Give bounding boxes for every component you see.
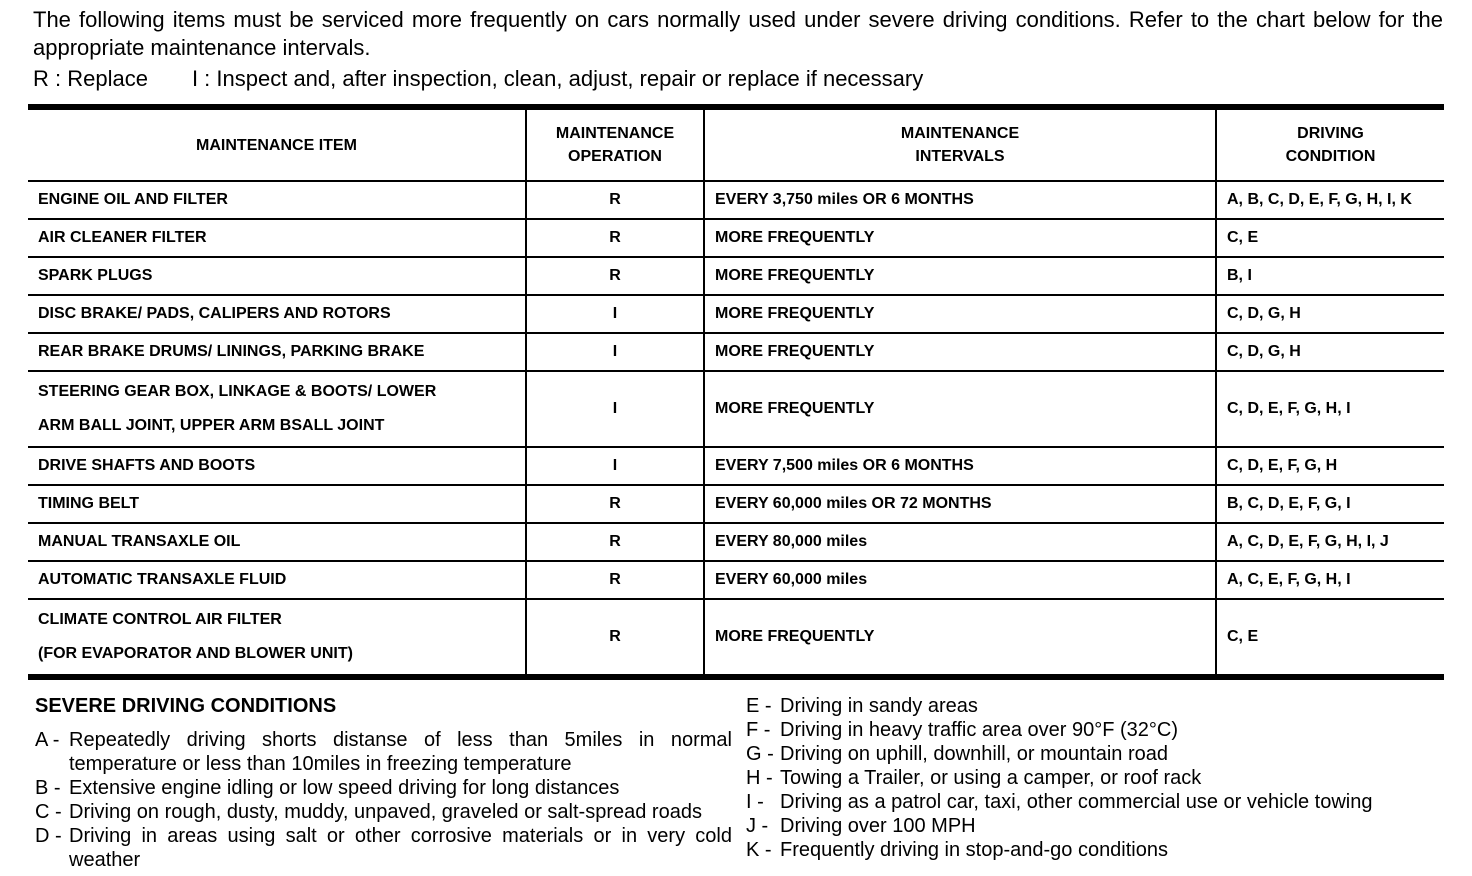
legend-replace: R : Replace	[33, 66, 148, 91]
cell-item: AUTOMATIC TRANSAXLE FLUID	[28, 561, 526, 599]
severe-conditions-right	[746, 694, 1446, 862]
cell-condition: C, E	[1216, 599, 1444, 677]
cell-operation: R	[526, 599, 704, 677]
cell-condition: A, C, D, E, F, G, H, I, J	[1216, 523, 1444, 561]
condition-item: J - Driving over 100 MPH	[746, 815, 976, 837]
table-row	[28, 485, 1444, 523]
cell-interval: MORE FREQUENTLY	[704, 295, 1216, 333]
cell-condition: B, C, D, E, F, G, I	[1216, 485, 1444, 523]
condition-item: H - Towing a Trailer, or using a camper, or roof rack	[746, 767, 1202, 789]
cell-condition: C, D, E, F, G, H	[1216, 447, 1444, 485]
cell-operation: I	[526, 295, 704, 333]
cell-item: REAR BRAKE DRUMS/ LININGS, PARKING BRAKE	[28, 333, 526, 371]
cell-condition: C, D, E, F, G, H, I	[1216, 371, 1444, 447]
cell-interval: MORE FREQUENTLY	[704, 371, 1216, 447]
cell-condition: B, I	[1216, 257, 1444, 295]
cell-operation: I	[526, 333, 704, 371]
table-header-row	[28, 107, 1444, 181]
condition-item: D - Driving in areas using salt or other corrosive materials or in very cold weather	[35, 825, 732, 871]
cell-condition: C, D, G, H	[1216, 333, 1444, 371]
cell-interval: EVERY 7,500 miles OR 6 MONTHS	[704, 447, 1216, 485]
intro-paragraph: The following items must be serviced more frequently on cars normally used under severe driving conditions. Refer to the chart below for the appropriate maintenance intervals.	[33, 7, 1443, 60]
cell-operation: I	[526, 447, 704, 485]
severe-conditions-left	[35, 694, 732, 872]
condition-item: K - Frequently driving in stop-and-go conditions	[746, 839, 1168, 861]
cell-interval: MORE FREQUENTLY	[704, 219, 1216, 257]
condition-item: B - Extensive engine idling or low speed driving for long distances	[35, 777, 620, 799]
cell-item: DISC BRAKE/ PADS, CALIPERS AND ROTORS	[28, 295, 526, 333]
cell-interval: EVERY 3,750 miles OR 6 MONTHS	[704, 181, 1216, 219]
condition-item: E - Driving in sandy areas	[746, 695, 978, 717]
header-maintenance-item: MAINTENANCE ITEM	[196, 136, 357, 154]
legend-line	[33, 65, 1443, 93]
condition-item: F - Driving in heavy traffic area over 90°F (32°C)	[746, 719, 1179, 741]
table-row	[28, 295, 1444, 333]
cell-condition: C, D, G, H	[1216, 295, 1444, 333]
cell-operation: R	[526, 219, 704, 257]
cell-item: TIMING BELT	[28, 485, 526, 523]
condition-item: I - Driving as a patrol car, taxi, other commercial use or vehicle towing	[746, 791, 1373, 813]
cell-interval: EVERY 60,000 miles	[704, 561, 1216, 599]
cell-interval: EVERY 60,000 miles OR 72 MONTHS	[704, 485, 1216, 523]
condition-item: A - Repeatedly driving shorts distanse of less than 5miles in normal temperature or less than 10miles in freezing temperature	[35, 729, 732, 775]
table-row	[28, 219, 1444, 257]
cell-item: DRIVE SHAFTS AND BOOTS	[28, 447, 526, 485]
cell-interval: EVERY 80,000 miles	[704, 523, 1216, 561]
cell-operation: R	[526, 485, 704, 523]
table-row	[28, 257, 1444, 295]
cell-item: ENGINE OIL AND FILTER	[28, 181, 526, 219]
cell-operation: R	[526, 181, 704, 219]
cell-condition: A, C, E, F, G, H, I	[1216, 561, 1444, 599]
cell-item: CLIMATE CONTROL AIR FILTER (FOR EVAPORATOR AND BLOWER UNIT)	[28, 599, 526, 677]
cell-interval: MORE FREQUENTLY	[704, 257, 1216, 295]
cell-item: STEERING GEAR BOX, LINKAGE & BOOTS/ LOWER ARM BALL JOINT, UPPER ARM BSALL JOINT	[28, 371, 526, 447]
intro-block	[33, 6, 1443, 93]
cell-operation: R	[526, 561, 704, 599]
cell-operation: R	[526, 257, 704, 295]
cell-condition: C, E	[1216, 219, 1444, 257]
header-maintenance-intervals: MAINTENANCE INTERVALS	[704, 107, 1216, 181]
table-row	[28, 523, 1444, 561]
table-row	[28, 333, 1444, 371]
legend-inspect: I : Inspect and, after inspection, clean, adjust, repair or replace if necessary	[191, 66, 924, 91]
cell-item: SPARK PLUGS	[28, 257, 526, 295]
cell-item: AIR CLEANER FILTER	[28, 219, 526, 257]
table-row	[28, 447, 1444, 485]
cell-operation: I	[526, 371, 704, 447]
cell-operation: R	[526, 523, 704, 561]
cell-interval: MORE FREQUENTLY	[704, 599, 1216, 677]
header-driving-condition: DRIVING CONDITION	[1216, 107, 1444, 181]
condition-item: G - Driving on uphill, downhill, or mountain road	[746, 743, 1168, 765]
condition-item: C - Driving on rough, dusty, muddy, unpaved, graveled or salt-spread roads	[35, 801, 702, 823]
table-row	[28, 181, 1444, 219]
cell-condition: A, B, C, D, E, F, G, H, I, K	[1216, 181, 1444, 219]
header-maintenance-operation: MAINTENANCE OPERATION	[526, 107, 704, 181]
cell-item: MANUAL TRANSAXLE OIL	[28, 523, 526, 561]
severe-conditions-title: SEVERE DRIVING CONDITIONS	[35, 695, 337, 717]
table-row	[28, 561, 1444, 599]
table-row	[28, 599, 1444, 677]
cell-interval: MORE FREQUENTLY	[704, 333, 1216, 371]
table-row	[28, 371, 1444, 447]
maintenance-table	[28, 104, 1444, 680]
